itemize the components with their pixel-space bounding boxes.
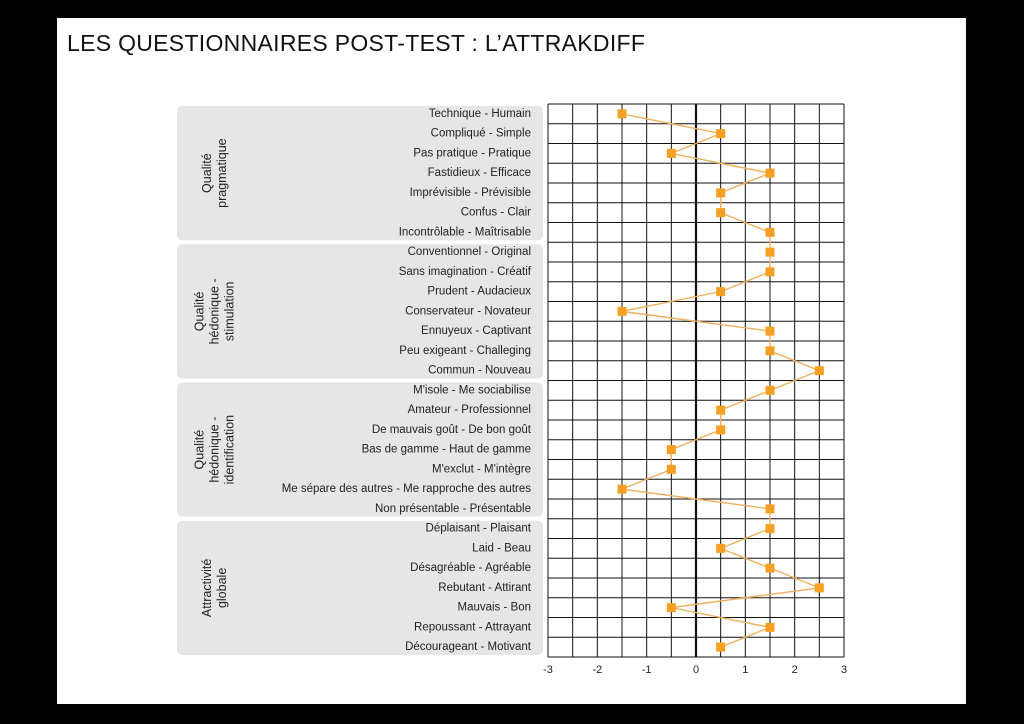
row-label: Me sépare des autres - Me rapproche des autres <box>281 483 531 496</box>
group-label: Qualité <box>192 429 207 470</box>
row-label: Commun - Nouveau <box>428 364 531 377</box>
x-tick-label: 1 <box>742 664 749 676</box>
row-label: Désagréable - Agréable <box>410 562 531 575</box>
row-label: Repoussant - Attrayant <box>414 621 531 634</box>
data-point <box>766 228 775 237</box>
x-tick-label: 3 <box>840 664 848 676</box>
x-tick-label: -1 <box>641 664 652 676</box>
group-label: pragmatique <box>214 138 229 208</box>
row-label: Mauvais - Bon <box>457 601 531 614</box>
data-point <box>766 327 775 336</box>
row-label: Prudent - Audacieux <box>427 285 531 298</box>
row-label: Déplaisant - Plaisant <box>425 522 531 535</box>
row-label: Confus - Clair <box>460 206 531 219</box>
data-point <box>618 485 627 494</box>
data-point <box>766 386 775 395</box>
row-label: Compliqué - Simple <box>430 127 531 140</box>
data-point <box>716 287 725 296</box>
x-tick-label: -2 <box>592 664 603 676</box>
data-point <box>716 544 725 553</box>
data-point <box>766 346 775 355</box>
group-label: hédonique - <box>207 278 222 345</box>
row-label: M'isole - Me sociabilise <box>413 384 531 397</box>
row-label: Pas pratique - Pratique <box>413 147 531 160</box>
group-label: hédonique - <box>207 416 222 483</box>
data-point <box>815 366 824 375</box>
data-point <box>667 445 676 454</box>
row-label: Conservateur - Novateur <box>405 305 531 318</box>
x-tick-label: 2 <box>791 664 798 676</box>
data-point <box>716 406 725 415</box>
data-point <box>716 425 725 434</box>
row-label: Amateur - Professionnel <box>407 404 531 417</box>
slide <box>57 18 966 704</box>
data-point <box>667 149 676 158</box>
group-label: stimulation <box>222 281 237 342</box>
group-label: Qualité <box>192 291 207 332</box>
data-point <box>766 524 775 533</box>
row-label: Décourageant - Motivant <box>405 641 531 654</box>
x-ticks <box>543 664 847 676</box>
row-label: Imprévisible - Prévisible <box>409 186 531 199</box>
row-label: Laid - Beau <box>472 542 531 555</box>
data-point <box>618 109 627 118</box>
x-tick-label: -3 <box>543 664 553 676</box>
data-point <box>716 208 725 217</box>
data-point <box>618 307 627 316</box>
data-point <box>766 248 775 257</box>
row-label: Incontrôlable - Maîtrisable <box>398 226 531 239</box>
grid <box>548 104 844 657</box>
slide-title: LES QUESTIONNAIRES POST-TEST : L’ATTRAKDIFF <box>67 30 646 56</box>
data-point <box>766 169 775 178</box>
row-label: De mauvais goût - De bon goût <box>371 423 531 436</box>
data-point <box>815 583 824 592</box>
data-point <box>766 623 775 632</box>
data-point <box>716 129 725 138</box>
attrakdiff-chart <box>57 18 966 704</box>
row-label: Bas de gamme - Haut de gamme <box>361 443 531 456</box>
row-label: Peu exigeant - Challeging <box>399 344 531 357</box>
data-point <box>716 643 725 652</box>
data-point <box>766 267 775 276</box>
row-label: M'exclut - M'intègre <box>432 463 531 476</box>
row-label: Sans imagination - Créatif <box>398 265 531 278</box>
data-point <box>667 465 676 474</box>
data-point <box>667 603 676 612</box>
group-label: globale <box>214 567 229 609</box>
group-label: identification <box>222 414 237 485</box>
group-label: Attractivité <box>199 558 214 618</box>
data-point <box>716 188 725 197</box>
row-label: Conventionnel - Original <box>407 246 531 259</box>
row-label: Rebutant - Attirant <box>438 581 531 594</box>
data-point <box>766 564 775 573</box>
row-label: Fastidieux - Efficace <box>427 167 531 180</box>
row-label: Technique - Humain <box>428 107 531 120</box>
data-point <box>766 504 775 513</box>
row-label: Ennuyeux - Captivant <box>421 325 531 338</box>
x-tick-label: 0 <box>692 664 700 676</box>
row-label: Non présentable - Présentable <box>375 502 531 515</box>
group-label: Qualité <box>199 153 214 193</box>
